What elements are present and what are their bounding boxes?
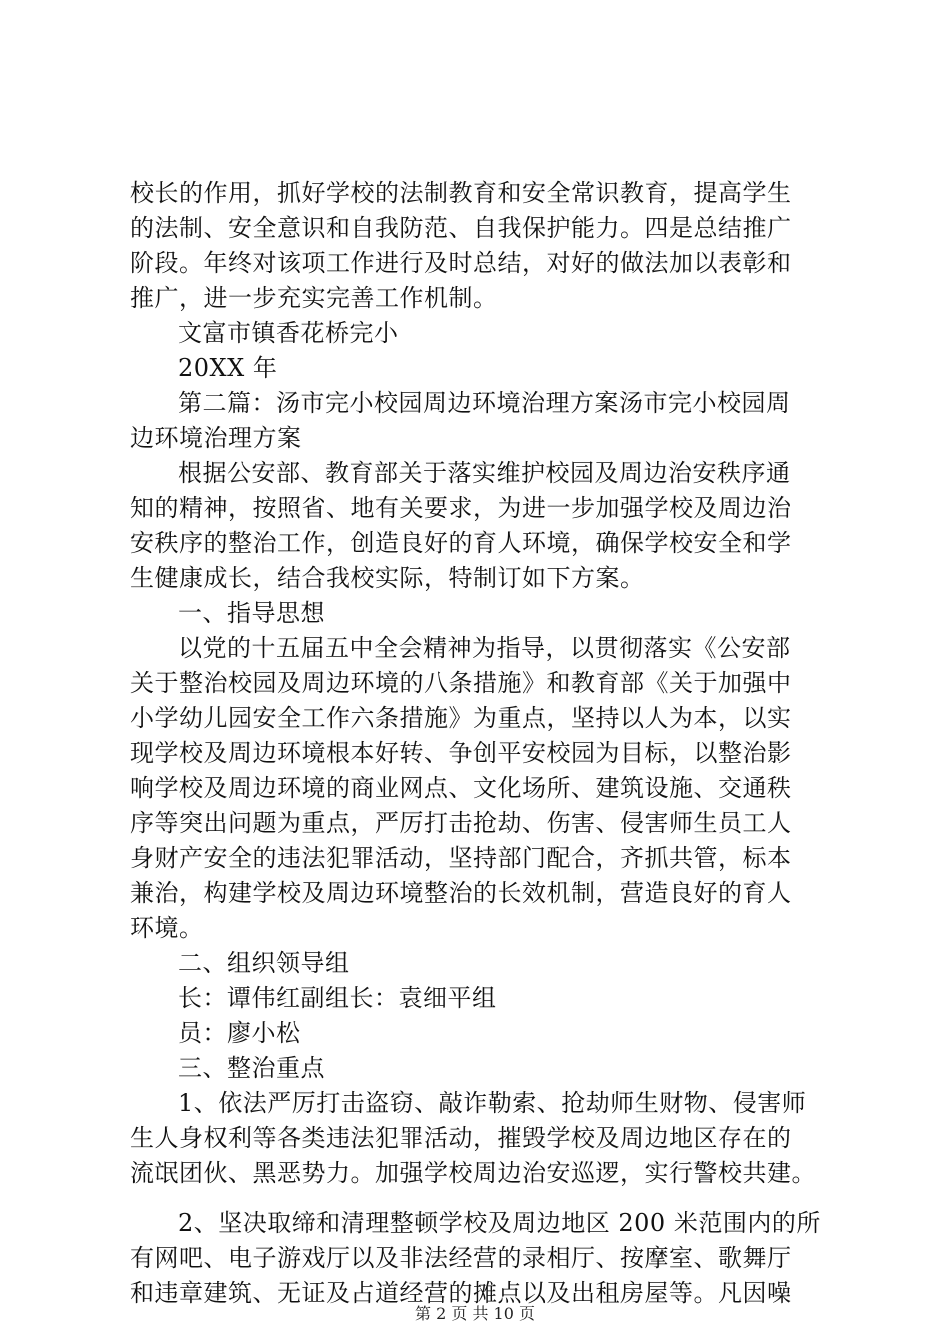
section-heading: 边环境治理方案 (130, 424, 302, 452)
page-footer: 第 2 页 共 10 页 (415, 1304, 535, 1323)
text-line: 阶段。年终对该项工作进行及时总结，对好的做法加以表彰和 (130, 249, 792, 277)
text-line: 安秩序的整治工作，创造良好的育人环境，确保学校安全和学 (130, 529, 792, 557)
text-line: 员：廖小松 (178, 1019, 301, 1047)
text-line: 长：谭伟红副组长：袁细平组 (178, 984, 497, 1012)
text-line: 和违章建筑、无证及占道经营的摊点以及出租房屋等。凡因噪 (130, 1279, 792, 1307)
text-line: 根据公安部、教育部关于落实维护校园及周边治安秩序通 (178, 459, 791, 487)
text-line: 响学校及周边环境的商业网点、文化场所、建筑设施、交通秩 (130, 774, 792, 802)
text-line: 1、依法严厉打击盗窃、敲诈勒索、抢劫师生财物、侵害师 (178, 1089, 807, 1117)
text-line: 推广，进一步充实完善工作机制。 (130, 284, 498, 312)
section-heading: 二、组织领导组 (178, 949, 350, 977)
text-line: 现学校及周边环境根本好转、争创平安校园为目标，以整治影 (130, 739, 792, 767)
section-heading: 三、整治重点 (178, 1054, 325, 1082)
text-line: 小学幼儿园安全工作六条措施》为重点，坚持以人为本，以实 (130, 704, 792, 732)
text-line: 的法制、安全意识和自我防范、自我保护能力。四是总结推广 (130, 214, 792, 242)
text-line: 生人身权利等各类违法犯罪活动，摧毁学校及周边地区存在的 (130, 1124, 792, 1152)
text-line: 兼治，构建学校及周边环境整治的长效机制，营造良好的育人 (130, 879, 792, 907)
text-line: 20XX 年 (178, 354, 278, 382)
text-line: 以党的十五届五中全会精神为指导，以贯彻落实《公安部 (178, 634, 791, 662)
text-line: 环境。 (130, 914, 204, 942)
section-heading: 一、指导思想 (178, 599, 325, 627)
text-line: 校长的作用，抓好学校的法制教育和安全常识教育，提高学生 (130, 179, 792, 207)
text-line: 有网吧、电子游戏厅以及非法经营的录相厅、按摩室、歌舞厅 (130, 1244, 792, 1272)
text-line: 序等突出问题为重点，严厉打击抢劫、伤害、侵害师生员工人 (130, 809, 792, 837)
text-line: 知的精神，按照省、地有关要求，为进一步加强学校及周边治 (130, 494, 792, 522)
text-line: 关于整治校园及周边环境的八条措施》和教育部《关于加强中 (130, 669, 792, 697)
text-line: 身财产安全的违法犯罪活动，坚持部门配合，齐抓共管，标本 (130, 844, 792, 872)
text-line: 流氓团伙、黑恶势力。加强学校周边治安巡逻，实行警校共建。 (130, 1159, 816, 1187)
text-line: 2、坚决取缔和清理整顿学校及周边地区 200 米范围内的所 (178, 1209, 821, 1237)
text-line: 生健康成长，结合我校实际，特制订如下方案。 (130, 564, 645, 592)
section-heading: 第二篇：汤市完小校园周边环境治理方案汤市完小校园周 (178, 389, 791, 417)
text-line: 文富市镇香花桥完小 (178, 319, 399, 347)
